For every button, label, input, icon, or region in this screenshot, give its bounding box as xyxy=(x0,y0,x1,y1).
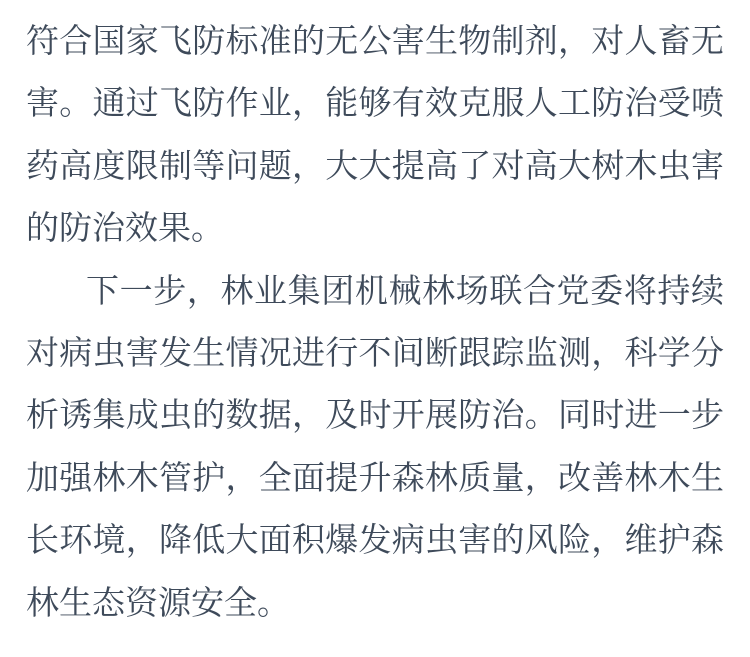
paragraph-continuation: 符合国家飞防标准的无公害生物制剂，对人畜无害。通过飞防作业，能够有效克服人工防治受喷药高度限制等问题，大大提高了对高大树木虫害的防治效果。 xyxy=(26,22,724,247)
paragraph: 下一步，林业集团机械林场联合党委将持续对病虫害发生情况进行不间断跟踪监测，科学分析诱集成虫的数据，及时开展防治。同时进一步加强林木管护，全面提升森林质量，改善林木生长环境，降低大面积爆发病虫害的风险，维护森林生态资源安全。 xyxy=(26,271,724,621)
